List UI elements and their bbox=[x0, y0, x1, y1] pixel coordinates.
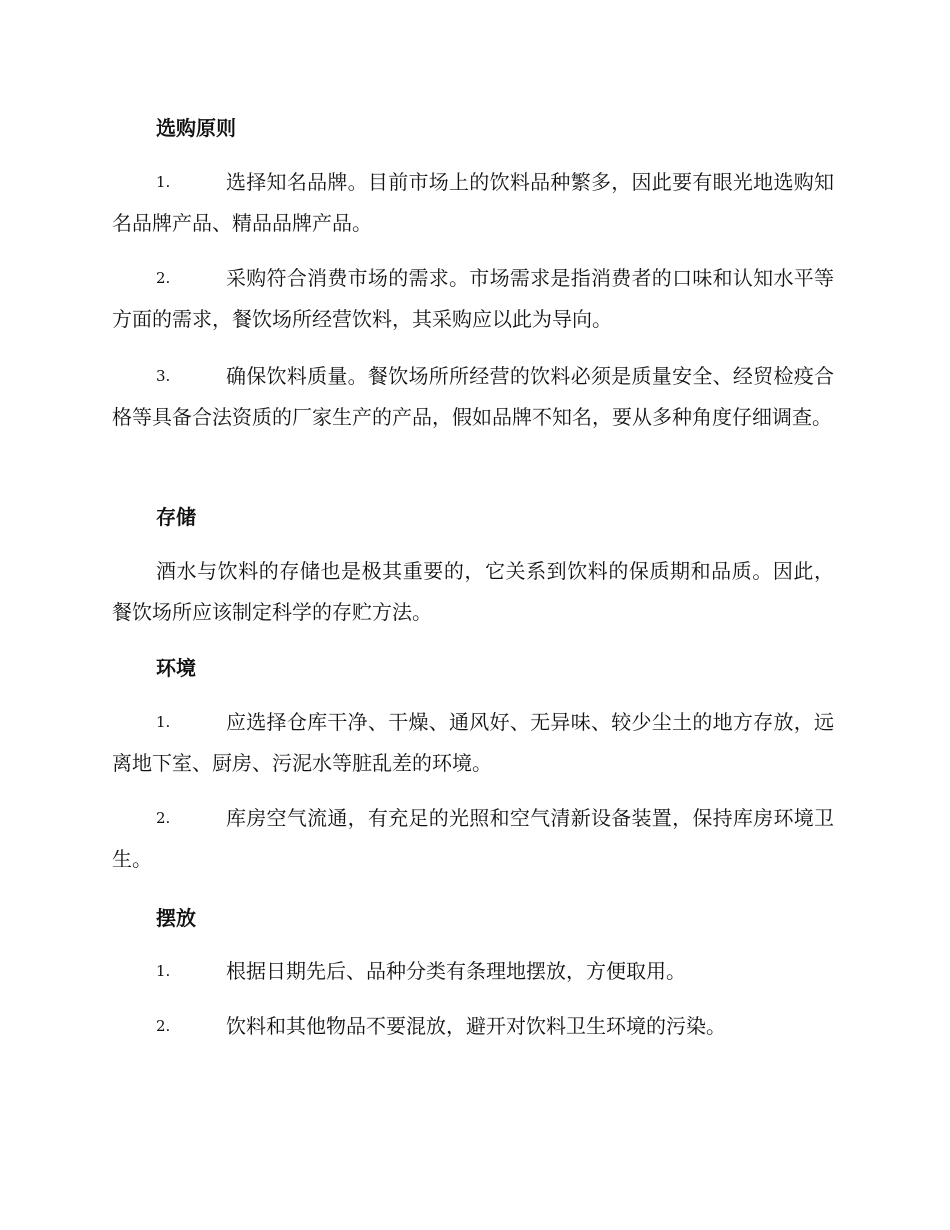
list-item bbox=[112, 258, 834, 340]
storage-paragraph: 酒水与饮料的存储也是极其重要的，它关系到饮料的保质期和品质。因此，餐饮场所应该制定科学的存贮方法。 bbox=[112, 559, 834, 624]
section-heading-placement: 摆放 bbox=[156, 906, 196, 930]
list-item bbox=[112, 1006, 834, 1047]
list-text: 应选择仓库干净、干燥、通风好、无异味、较少尘土的地方存放，远离地下室、厨房、污泥水等脏乱差的环境。 bbox=[112, 710, 834, 775]
list-text: 选择知名品牌。目前市场上的饮料品种繁多，因此要有眼光地选购知名品牌产品、精品品牌产品。 bbox=[112, 170, 834, 235]
list-text: 饮料和其他物品不要混放，避开对饮料卫生环境的污染。 bbox=[226, 1014, 726, 1038]
list-text: 根据日期先后、品种分类有条理地摆放，方便取用。 bbox=[226, 959, 686, 983]
list-text: 库房空气流通，有充足的光照和空气清新设备装置，保持库房环境卫生。 bbox=[112, 806, 834, 871]
list-item bbox=[112, 162, 834, 244]
list-item bbox=[112, 798, 834, 880]
list-text: 采购符合消费市场的需求。市场需求是指消费者的口味和认知水平等方面的需求，餐饮场所经营饮料，其采购应以此为导向。 bbox=[112, 266, 834, 331]
list-text: 确保饮料质量。餐饮场所所经营的饮料必须是质量安全、经贸检疫合格等具备合法资质的厂家生产的产品，假如品牌不知名，要从多种角度仔细调查。 bbox=[112, 364, 834, 429]
list-number: 2. bbox=[156, 1017, 171, 1035]
list-item bbox=[112, 356, 834, 438]
list-item bbox=[112, 702, 834, 784]
section-heading-storage: 存储 bbox=[156, 505, 196, 529]
section-heading-purchase: 选购原则 bbox=[156, 116, 236, 140]
list-item bbox=[112, 951, 834, 992]
list-number: 3. bbox=[156, 367, 171, 385]
list-number: 1. bbox=[156, 173, 171, 191]
list-number: 2. bbox=[156, 809, 171, 827]
list-number: 2. bbox=[156, 269, 171, 287]
section-heading-environment: 环境 bbox=[156, 656, 196, 680]
list-number: 1. bbox=[156, 713, 171, 731]
list-number: 1. bbox=[156, 962, 171, 980]
